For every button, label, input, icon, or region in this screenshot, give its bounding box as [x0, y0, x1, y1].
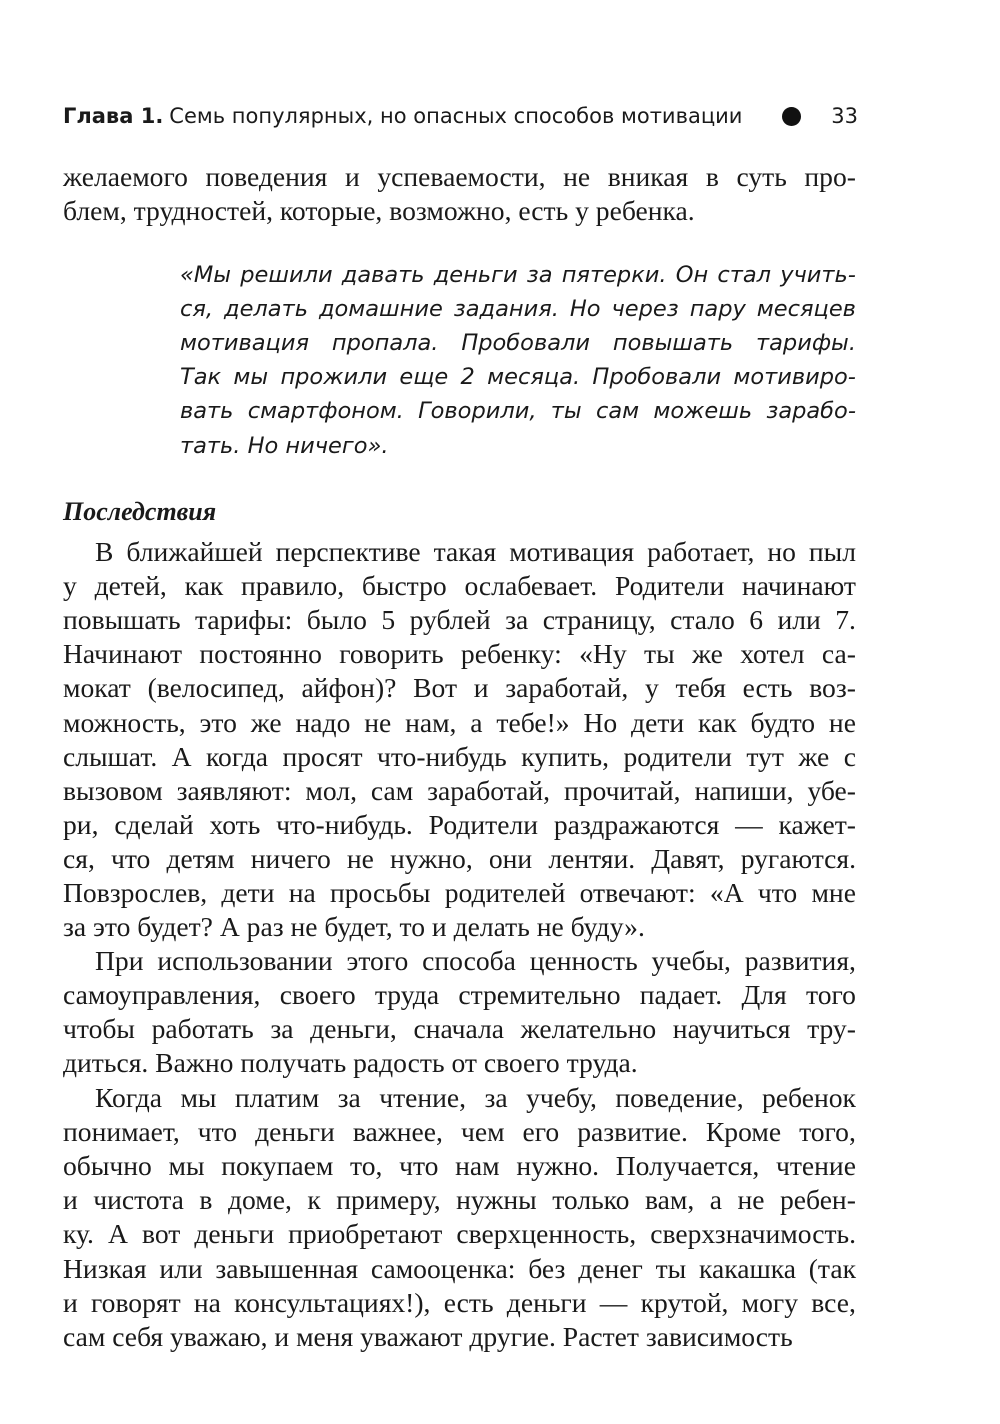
quote-line: вать смартфоном. Говорили, ты сам можешь зарабо- [180, 398, 856, 425]
text-line: вызовом заявляют: мол, сам заработай, прочитай, напиши, убе- [63, 774, 856, 806]
text-line: В ближайшей перспективе такая мотивация работает, но пыл [95, 536, 856, 567]
text-line: При использовании этого способа ценность учебы, развития, [95, 945, 856, 976]
quote-line: ся, делать домашние задания. Но через пару месяцев [180, 296, 856, 323]
quote-line: Так мы прожили еще 2 месяца. Пробовали мотивиро- [180, 364, 856, 391]
text-line: слышат. А когда просят что-нибудь купить, родители тут же с [63, 740, 856, 772]
text-line: ри, сделай хоть что-нибудь. Родители раздражаются — кажет- [63, 808, 856, 840]
text-line: понимает, что деньги важнее, чем его развитие. Кроме того, [63, 1116, 856, 1148]
text-line: блем, трудностей, которые, возможно, есть у ребенка. [63, 195, 695, 227]
text-line: обычно мы покупаем то, что нам нужно. Получается, чтение [63, 1150, 856, 1182]
text-line: желаемого поведения и успеваемости, не вникая в суть про- [63, 161, 856, 192]
quote-line: тать. Но ничего». [180, 432, 389, 459]
text-line: Низкая или завышенная самооценка: без денег ты какашка (так [63, 1252, 856, 1284]
chapter-title: Семь популярных, но опасных способов мотивации [169, 104, 743, 128]
text-line: диться. Важно получать радость от своего труда. [63, 1047, 638, 1079]
running-header [63, 96, 858, 136]
text-line: чтобы работать за деньги, сначала желательно научиться тру- [63, 1013, 856, 1045]
text-line: и говорят на консультациях!), есть деньги — крутой, могу все, [63, 1286, 856, 1318]
text-line: самоуправления, своего труда стремительно падает. Для того [63, 979, 856, 1011]
section-heading: Последствия [63, 497, 217, 526]
text-line: повышать тарифы: было 5 рублей за страницу, стало 6 или 7. [63, 604, 856, 636]
text-line: ку. А вот деньги приобретают сверхценность, сверхзначимость. [63, 1218, 856, 1250]
chapter-label: Глава 1. [63, 104, 164, 128]
text-line: сам себя уважаю, и меня уважают другие. Растет зависимость [63, 1320, 793, 1352]
bullet-icon [782, 107, 801, 126]
text-line: Повзрослев, дети на просьбы родителей отвечают: «А что мне [63, 877, 856, 908]
text-line: ся, что детям ничего не нужно, они лентяи. Давят, ругаются. [63, 842, 856, 874]
text-line: Когда мы платим за чтение, за учебу, поведение, ребенок [95, 1082, 856, 1113]
text-line: Начинают постоянно говорить ребенку: «Ну ты же хотел са- [63, 638, 856, 670]
quote-line: «Мы решили давать деньги за пятерки. Он стал учить- [180, 262, 856, 288]
text-line: у детей, как правило, быстро ослабевает. Родители начинают [63, 570, 856, 602]
text-line: мокат (велосипед, айфон)? Вот и заработай, у тебя есть воз- [63, 672, 856, 704]
page-number: 33 [831, 104, 858, 128]
text-line: и чистота в доме, к примеру, нужны только вам, а не ребен- [63, 1184, 856, 1216]
text-line: можность, это же надо не нам, а тебе!» Но дети как будто не [63, 706, 856, 738]
text-line: за это будет? А раз не будет, то и делать не буду». [63, 911, 645, 943]
quote-line: мотивация пропала. Пробовали повышать тарифы. [180, 330, 856, 357]
